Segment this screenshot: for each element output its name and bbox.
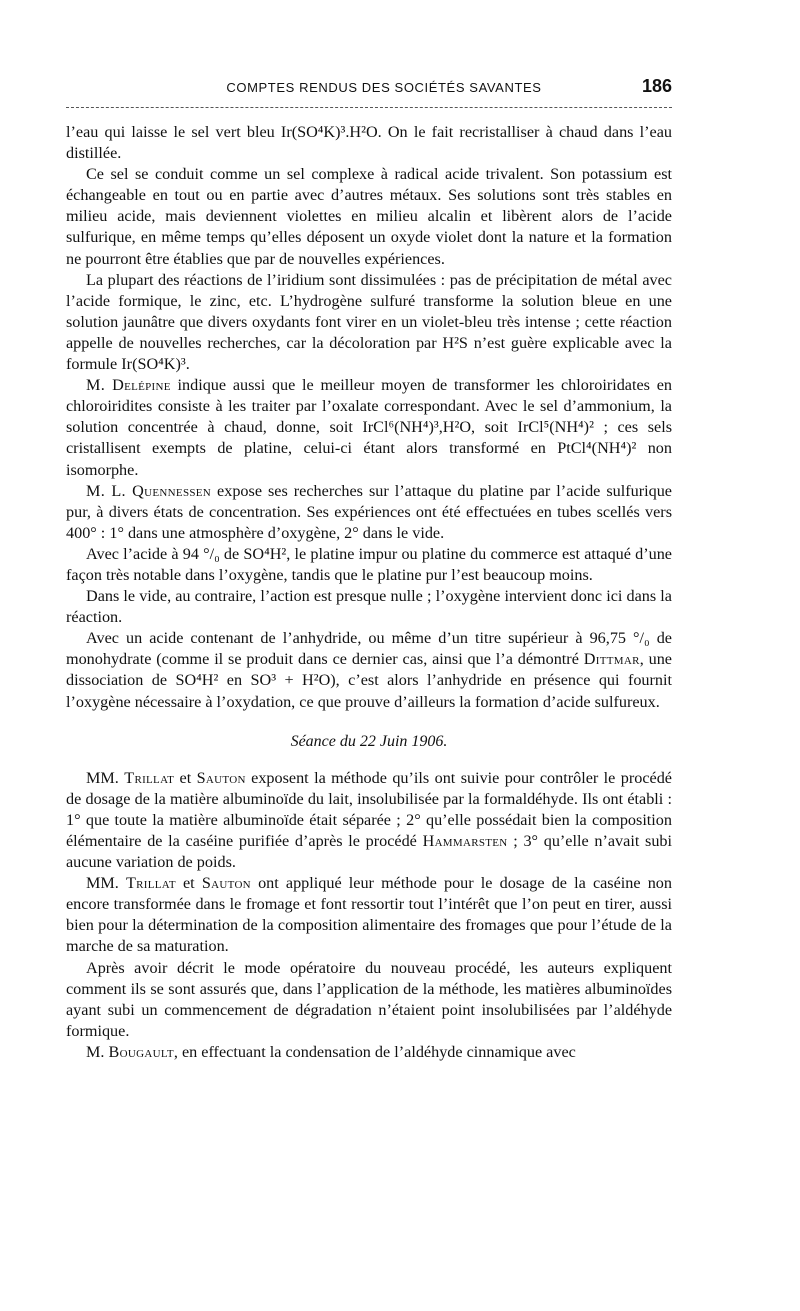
paragraph-text: expose ses recherches sur l’attaque du platine par l’acide sulfurique pur, à divers états de concentration. Ses expériences ont été effectuées en tubes scellés vers 400° : 1° dans une atmosphère d’oxygène, 2° dans le vide. [66,481,672,542]
page-header [66,76,672,108]
paragraph: Ce sel se conduit comme un sel complexe à radical acide trivalent. Son potassium est échangeable en tout ou en partie avec d’autres métaux. Ses solutions sont très stables en milieu acide, mais deviennent violettes en milieu alcalin et libèrent alors de l’acide sulfurique, en même temps qu’elles déposent un oxyde violet dont la nature et la formation ne pourront être établies que par de nouvelles expériences. [66,165,672,268]
paragraph-text: exposent la méthode qu’ils ont suivie pour contrôler le procédé de dosage de la matière albuminoïde du lait, insolubilisée par la formaldéhyde. Ils ont établi : 1° que toute la matière albuminoïde était séparée ; 2° qu’elle possédait bien la composition élémentaire de la caséine purifiée d’après le procédé [66,768,672,850]
author-name: M. L. Quennessen [86,481,212,500]
paragraph [66,628,672,712]
paragraph-text: M. [86,1042,109,1061]
paragraph-text: MM. [86,874,126,893]
author-name: Sauton [201,874,251,893]
paragraph-text: ; 3° qu’elle n’avait subi aucune variation de poids. [66,832,673,872]
author-name: Hammarsten [422,832,508,850]
page-number: 186 [641,76,672,96]
paragraph-text: et [174,768,197,787]
paragraph-text: indique aussi que le meilleur moyen de transformer les chloroiridates en chloroiridites consiste à les traiter par l’oxalate correspondant. Avec le sel d’ammonium, la solution concentrée à chaud, donne, soit IrCl⁶(NH⁴)³,H²O, soit IrCl⁵(NH⁴)² ; ces sels cristallisent exempts de platine, celui-ci étant alors transformé en PtCl⁴(NH⁴)² non isomorphe. [66,376,672,479]
paragraph [66,1042,672,1063]
body-text [66,122,672,1063]
author-name: Trillat [124,768,175,787]
document-page [66,76,672,1063]
paragraph-text: , en effectuant la condensation de l’aldéhyde cinnamique avec [173,1042,576,1061]
paragraph-text: , une dissociation de SO⁴H² en SO³ + H²O), c’est alors l’anhydride en présence qui fournit l’oxygène nécessaire à l’oxydation, ce que prouve d’ailleurs la formation d’acide sulfureux. [66,650,672,711]
paragraph-text: Avec un acide contenant de l’anhydride, ou même d’un titre supérieur à 96,75 °/₀ de monohydrate (comme il se produit dans ce dernier cas, ainsi que l’a démontré [66,629,672,669]
author-name: Bougault [108,1042,174,1061]
author-name: Trillat [125,874,176,893]
paragraph: Après avoir décrit le mode opératoire du nouveau procédé, les auteurs expliquent comment ils se sont assurés que, dans l’application de la méthode, les matières albuminoïdes ayant subi un commencement de dégradation n’étaient point insolubilisées par l’aldéhyde formique. [66,958,672,1040]
paragraph-text: ont appliqué leur méthode pour le dosage de la caséine non encore transformée dans le fromage et font ressortir tout l’intérêt que l’on peut en tirer, aussi bien pour la détermination de la composition alimentaire des fromages que pour l’étude de la marche de sa maturation. [66,874,672,956]
author-name: Dittmar [583,650,640,669]
paragraph: La plupart des réactions de l’iridium sont dissimulées : pas de précipitation de métal avec l’acide formique, le zinc, etc. L’hydrogène sulfuré transforme la solution bleue en une solution jaunâtre que divers oxydants font virer en un violet-bleu très intense ; cette réaction appelle de nouvelles recherches, car la décoloration par H²S n’est guère explicable avec la formule Ir(SO⁴K)³. [66,270,672,374]
paragraph: l’eau qui laisse le sel vert bleu Ir(SO⁴K)³.H²O. On le fait recristalliser à chaud dans l’eau distillée. [66,123,672,163]
running-title: COMPTES RENDUS DES SOCIÉTÉS SAVANTES [226,80,542,95]
paragraph [66,481,672,544]
paragraph [66,768,672,873]
paragraph: Avec l’acide à 94 °/₀ de SO⁴H², le platine impur ou platine du commerce est attaqué d’une façon très notable dans l’oxygène, tandis que le platine pur l’est beaucoup moins. [66,544,672,584]
paragraph: Dans le vide, au contraire, l’action est presque nulle ; l’oxygène intervient donc ici dans la réaction. [66,587,672,627]
section-heading: Séance du 22 Juin 1906. [290,732,448,750]
paragraph-text: et [175,874,202,893]
paragraph [66,873,672,957]
paragraph-text: MM. [86,768,125,787]
paragraph [66,375,672,480]
author-name: Sauton [196,768,246,787]
author-name: M. Delépine [86,376,171,395]
